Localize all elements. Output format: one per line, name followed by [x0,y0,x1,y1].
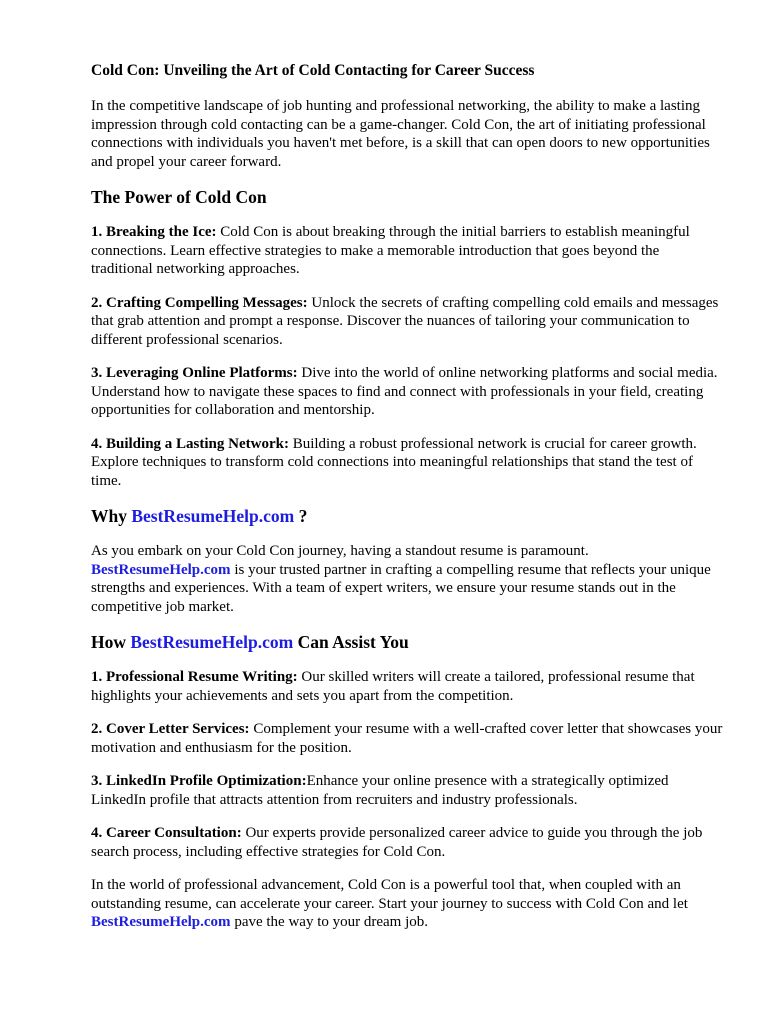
intro-paragraph: In the competitive landscape of job hunting and professional networking, the ability to make a lasting impression through cold contacting can be a game-changer. Cold Con, the art of initiating professional connections with individuals you haven't met before, is a skill that can open doors to new opportunities and propel your career forward. [91,98,710,170]
paragraph-text: In the world of professional advancement, Cold Con is a powerful tool that, when coupled with an outstanding resume, can accelerate your career. Start your journey to success with Cold Con and let [91,877,688,912]
heading-text: Why [91,506,132,526]
why-paragraph [91,542,723,616]
item-label: 4. Career Consultation: [91,825,242,841]
item-text: Unlock the secrets of crafting compelling cold emails and messages that grab attention and prompt a response. Discover the nuances of tailoring your communication to different professional scenarios. [91,294,719,348]
paragraph-text: is your trusted partner in crafting a compelling resume that reflects your unique strengths and experiences. With a team of expert writers, we ensure your resume stands out in the competitive job market. [91,561,711,615]
item-text: Cold Con is about breaking through the initial barriers to establish meaningful connections. Learn effective strategies to make a memorable introduction that goes beyond the traditional networking approaches. [91,224,690,277]
power-item-1 [91,223,723,279]
bestresumehelp-link[interactable]: BestResumeHelp.com [91,561,231,578]
closing-paragraph [91,876,723,932]
item-label: 3. Leveraging Online Platforms: [91,365,298,381]
power-item-3 [91,364,723,420]
item-text: Enhance your online presence with a strategically optimized LinkedIn profile that attracts attention from recruiters and industry professionals. [91,773,669,808]
section-heading-why [91,505,723,527]
how-item-4 [91,824,723,861]
how-item-1 [91,668,723,705]
heading-text: How [91,632,131,652]
section-heading-how [91,631,723,653]
bestresumehelp-link[interactable]: BestResumeHelp.com [131,506,295,526]
item-text: Building a robust professional network is crucial for career growth. Explore techniques to transform cold connections into meaningful relationships that stand the test of time. [91,435,697,489]
item-label: 3. LinkedIn Profile Optimization: [91,773,307,789]
item-text: Our experts provide personalized career advice to guide you through the job search process, including effective strategies for Cold Con. [91,825,703,860]
bestresumehelp-link[interactable]: BestResumeHelp.com [130,632,294,652]
section-heading-power: The Power of Cold Con [91,187,267,207]
power-item-2 [91,294,723,350]
item-text: Complement your resume with a well-crafted cover letter that showcases your motivation and enthusiasm for the position. [91,721,723,756]
item-label: 1. Professional Resume Writing: [91,669,298,685]
power-item-4 [91,435,723,491]
item-text: Dive into the world of online networking platforms and social media. Understand how to navigate these spaces to find and connect with professionals in your field, creating opportunities for collaboration and mentorship. [91,365,718,418]
heading-text: Can Assist You [293,632,409,652]
heading-text: ? [294,506,308,526]
item-label: 1. Breaking the Ice: [91,224,217,240]
how-item-3 [91,772,723,809]
paragraph-text: As you embark on your Cold Con journey, having a standout resume is paramount. [91,543,589,559]
paragraph-text: pave the way to your dream job. [230,914,429,930]
item-text: Our skilled writers will create a tailored, professional resume that highlights your achievements and sets you apart from the competition. [91,669,695,704]
item-label: 2. Crafting Compelling Messages: [91,294,308,311]
item-label: 2. Cover Letter Services: [91,721,250,737]
how-item-2 [91,720,723,757]
bestresumehelp-link[interactable]: BestResumeHelp.com [91,914,231,930]
item-label: 4. Building a Lasting Network: [91,435,289,452]
document-title: Cold Con: Unveiling the Art of Cold Contacting for Career Success [91,62,535,79]
